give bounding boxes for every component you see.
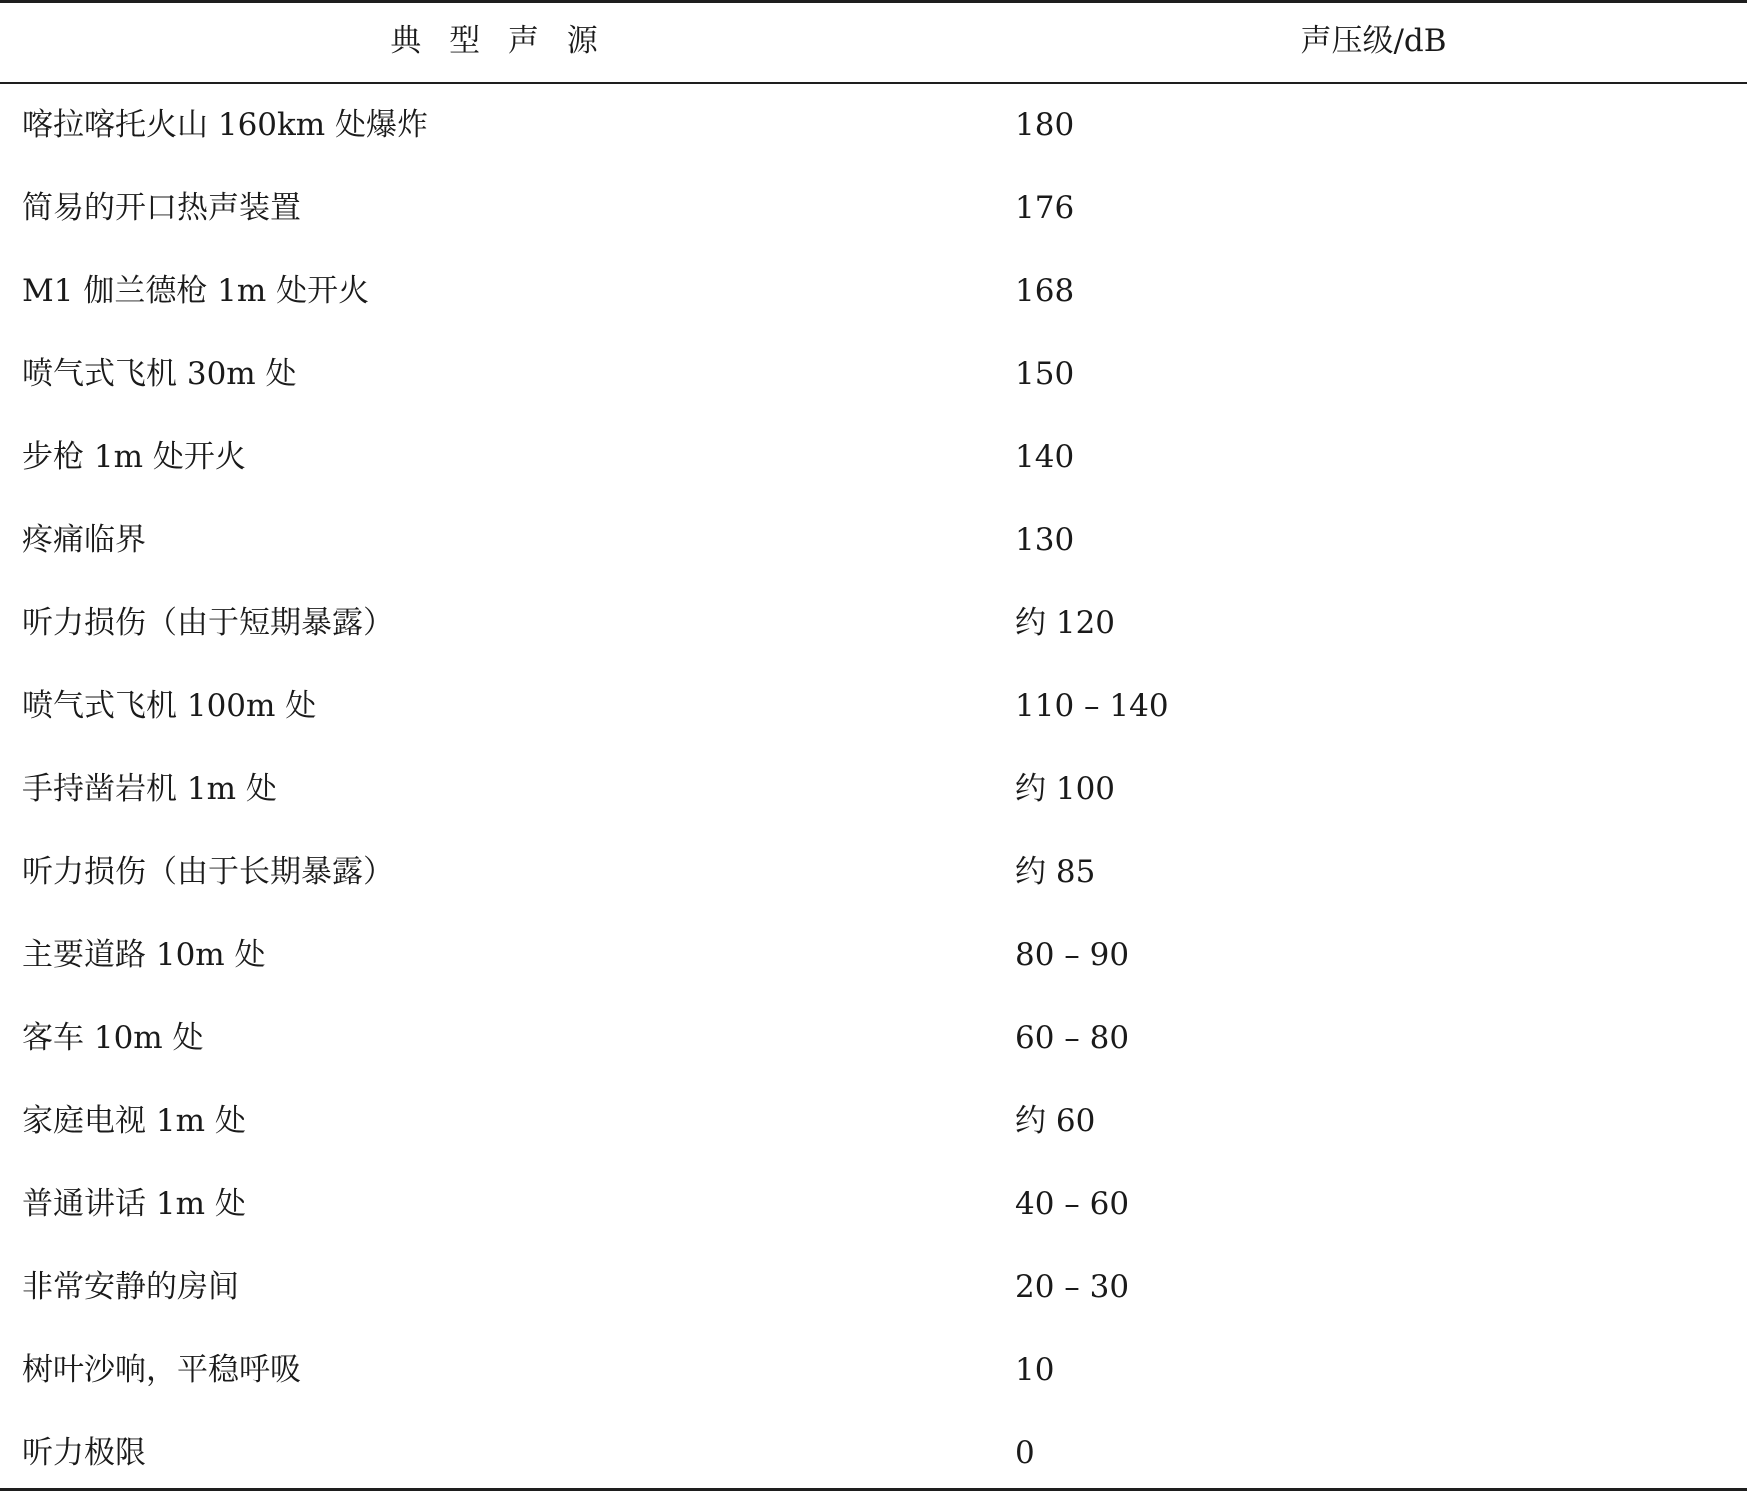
table-row xyxy=(0,831,1747,914)
level-cell: 0 xyxy=(1015,1435,1035,1471)
source-cell: 普通讲话 1m 处 xyxy=(22,1186,246,1222)
level-cell: 20 – 30 xyxy=(1015,1269,1130,1305)
table-row xyxy=(0,1246,1747,1329)
table-bottom-rule xyxy=(0,1488,1747,1491)
source-cell: 客车 10m 处 xyxy=(22,1020,204,1056)
table-row xyxy=(0,748,1747,831)
source-cell: 喷气式飞机 30m 处 xyxy=(22,356,297,392)
level-cell: 80 – 90 xyxy=(1015,937,1130,973)
level-cell: 60 – 80 xyxy=(1015,1020,1130,1056)
level-cell: 10 xyxy=(1015,1352,1055,1388)
header-source: 典 型 声 源 xyxy=(390,23,607,59)
level-cell: 约 85 xyxy=(1015,854,1096,890)
source-cell: 主要道路 10m 处 xyxy=(22,937,266,973)
table-row xyxy=(0,167,1747,250)
level-cell: 130 xyxy=(1015,522,1075,558)
source-cell: M1 伽兰德枪 1m 处开火 xyxy=(22,273,370,309)
source-cell: 家庭电视 1m 处 xyxy=(22,1103,246,1139)
level-cell: 168 xyxy=(1015,273,1075,309)
level-cell: 176 xyxy=(1015,190,1075,226)
source-cell: 树叶沙响，平稳呼吸 xyxy=(22,1352,301,1388)
table-row xyxy=(0,1412,1747,1495)
source-cell: 喷气式飞机 100m 处 xyxy=(22,688,317,724)
source-cell: 疼痛临界 xyxy=(22,522,146,558)
source-cell: 听力极限 xyxy=(22,1435,146,1471)
header-level: 声压级/dB xyxy=(1300,23,1447,59)
table-row xyxy=(0,665,1747,748)
level-cell: 110 – 140 xyxy=(1015,688,1169,724)
table-row xyxy=(0,997,1747,1080)
table-row xyxy=(0,914,1747,997)
level-cell: 180 xyxy=(1015,107,1075,143)
level-cell: 约 120 xyxy=(1015,605,1116,641)
source-cell: 简易的开口热声装置 xyxy=(22,190,301,226)
source-cell: 步枪 1m 处开火 xyxy=(22,439,246,475)
table-row xyxy=(0,1329,1747,1412)
source-cell: 手持凿岩机 1m 处 xyxy=(22,771,277,807)
level-cell: 150 xyxy=(1015,356,1075,392)
table-row xyxy=(0,1163,1747,1246)
table-row xyxy=(0,333,1747,416)
table-row xyxy=(0,250,1747,333)
table-row xyxy=(0,582,1747,665)
source-cell: 非常安静的房间 xyxy=(22,1269,239,1305)
level-cell: 40 – 60 xyxy=(1015,1186,1130,1222)
level-cell: 约 100 xyxy=(1015,771,1116,807)
table-row xyxy=(0,499,1747,582)
table-row xyxy=(0,1080,1747,1163)
source-cell: 喀拉喀托火山 160km 处爆炸 xyxy=(22,107,429,143)
source-cell: 听力损伤（由于长期暴露） xyxy=(22,854,394,890)
table-row xyxy=(0,416,1747,499)
table-row xyxy=(0,84,1747,167)
table-body xyxy=(0,84,1747,1495)
source-cell: 听力损伤（由于短期暴露） xyxy=(22,605,394,641)
level-cell: 140 xyxy=(1015,439,1075,475)
level-cell: 约 60 xyxy=(1015,1103,1096,1139)
